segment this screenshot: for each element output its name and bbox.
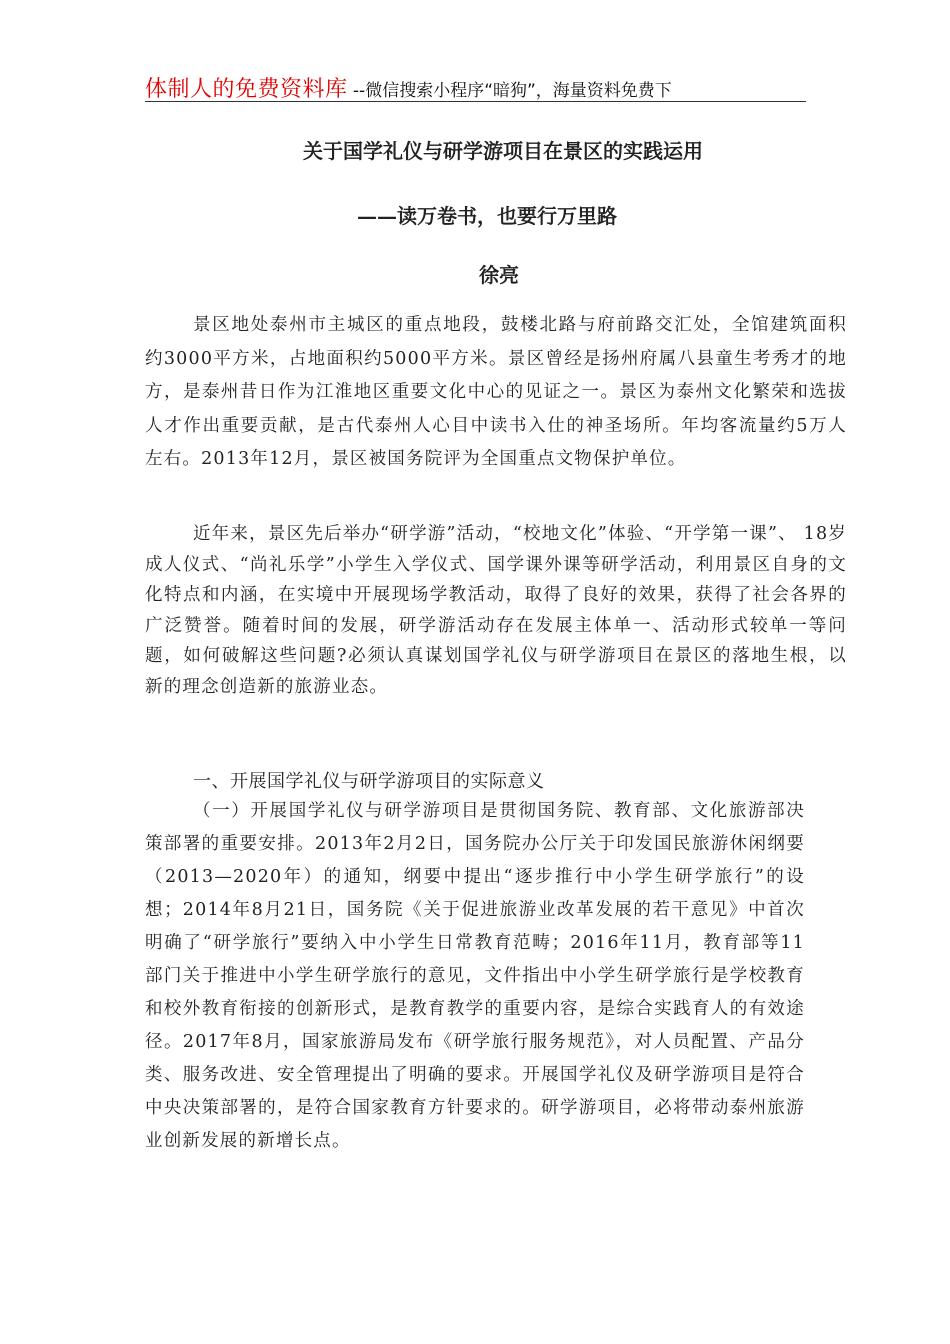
header-divider (145, 101, 806, 102)
section-heading: 一、开展国学礼仪与研学游项目的实际意义 (193, 771, 545, 792)
section-paragraph: （一）开展国学礼仪与研学游项目是贯彻国务院、教育部、文化旅游部决策部署的重要安排。2013年2月2日，国务院办公厅关于印发国民旅游休闲纲要（2013—2020年）的通知，纲要中提出“逐步推行中小学生研学旅行”的设想；2014年8月21日，国务院《关于促进旅游业改革发展的若干意见》中首次明确了“研学旅行”要纳入中小学生日常教育范畴；2016年11月，教育部等11部门关于推进中小学生研学旅行的意见，文件指出中小学生研学旅行是学校教育和校外教育衔接的创新形式，是教育教学的重要内容，是综合实践育人的有效途径。2017年8月，国家旅游局发布《研学旅行服务规范》，对人员配置、产品分类、服务改进、安全管理提出了明确的要求。开展国学礼仪及研学游项目是符合中央决策部署的，是符合国家教育方针要求的。研学游项目，必将带动泰州旅游业创新发展的新增长点。 (145, 801, 805, 1151)
document-title: 关于国学礼仪与研学游项目在景区的实践运用 (303, 139, 703, 163)
body-paragraph-2: 近年来，景区先后举办“研学游”活动，“校地文化”体验、“开学第一课”、 18岁成人仪式、“尚礼乐学”小学生入学仪式、国学课外课等研学活动，利用景区自身的文化特点和内涵，在实境中开展现场学教活动，取得了良好的效果，获得了社会各界的广泛赞誉。随着时间的发展，研学游活动存在发展主体单一、活动形式较单一等问题，如何破解这些问题?必须认真谋划国学礼仪与研学游项目在景区的落地生根，以新的理念创造新的旅游业态。 (145, 524, 847, 697)
document-author: 徐亮 (479, 263, 519, 287)
header-brand: 体制人的免费资料库 (145, 77, 348, 102)
page-header (145, 72, 805, 102)
body-paragraph-1: 景区地处泰州市主城区的重点地段，鼓楼北路与府前路交汇处，全馆建筑面积约3000平方米，占地面积约5000平方米。景区曾经是扬州府属八县童生考秀才的地方，是泰州昔日作为江淮地区重要文化中心的见证之一。景区为泰州文化繁荣和选拔人才作出重要贡献，是古代泰州人心目中读书入仕的神圣场所。年均客流量约5万人左右。2013年12月，景区被国务院评为全国重点文物保护单位。 (145, 315, 847, 469)
document-subtitle: ——读万卷书，也要行万里路 (357, 204, 617, 228)
header-tagline: --微信搜索小程序“暗狗”，海量资料免费下 (347, 81, 672, 101)
